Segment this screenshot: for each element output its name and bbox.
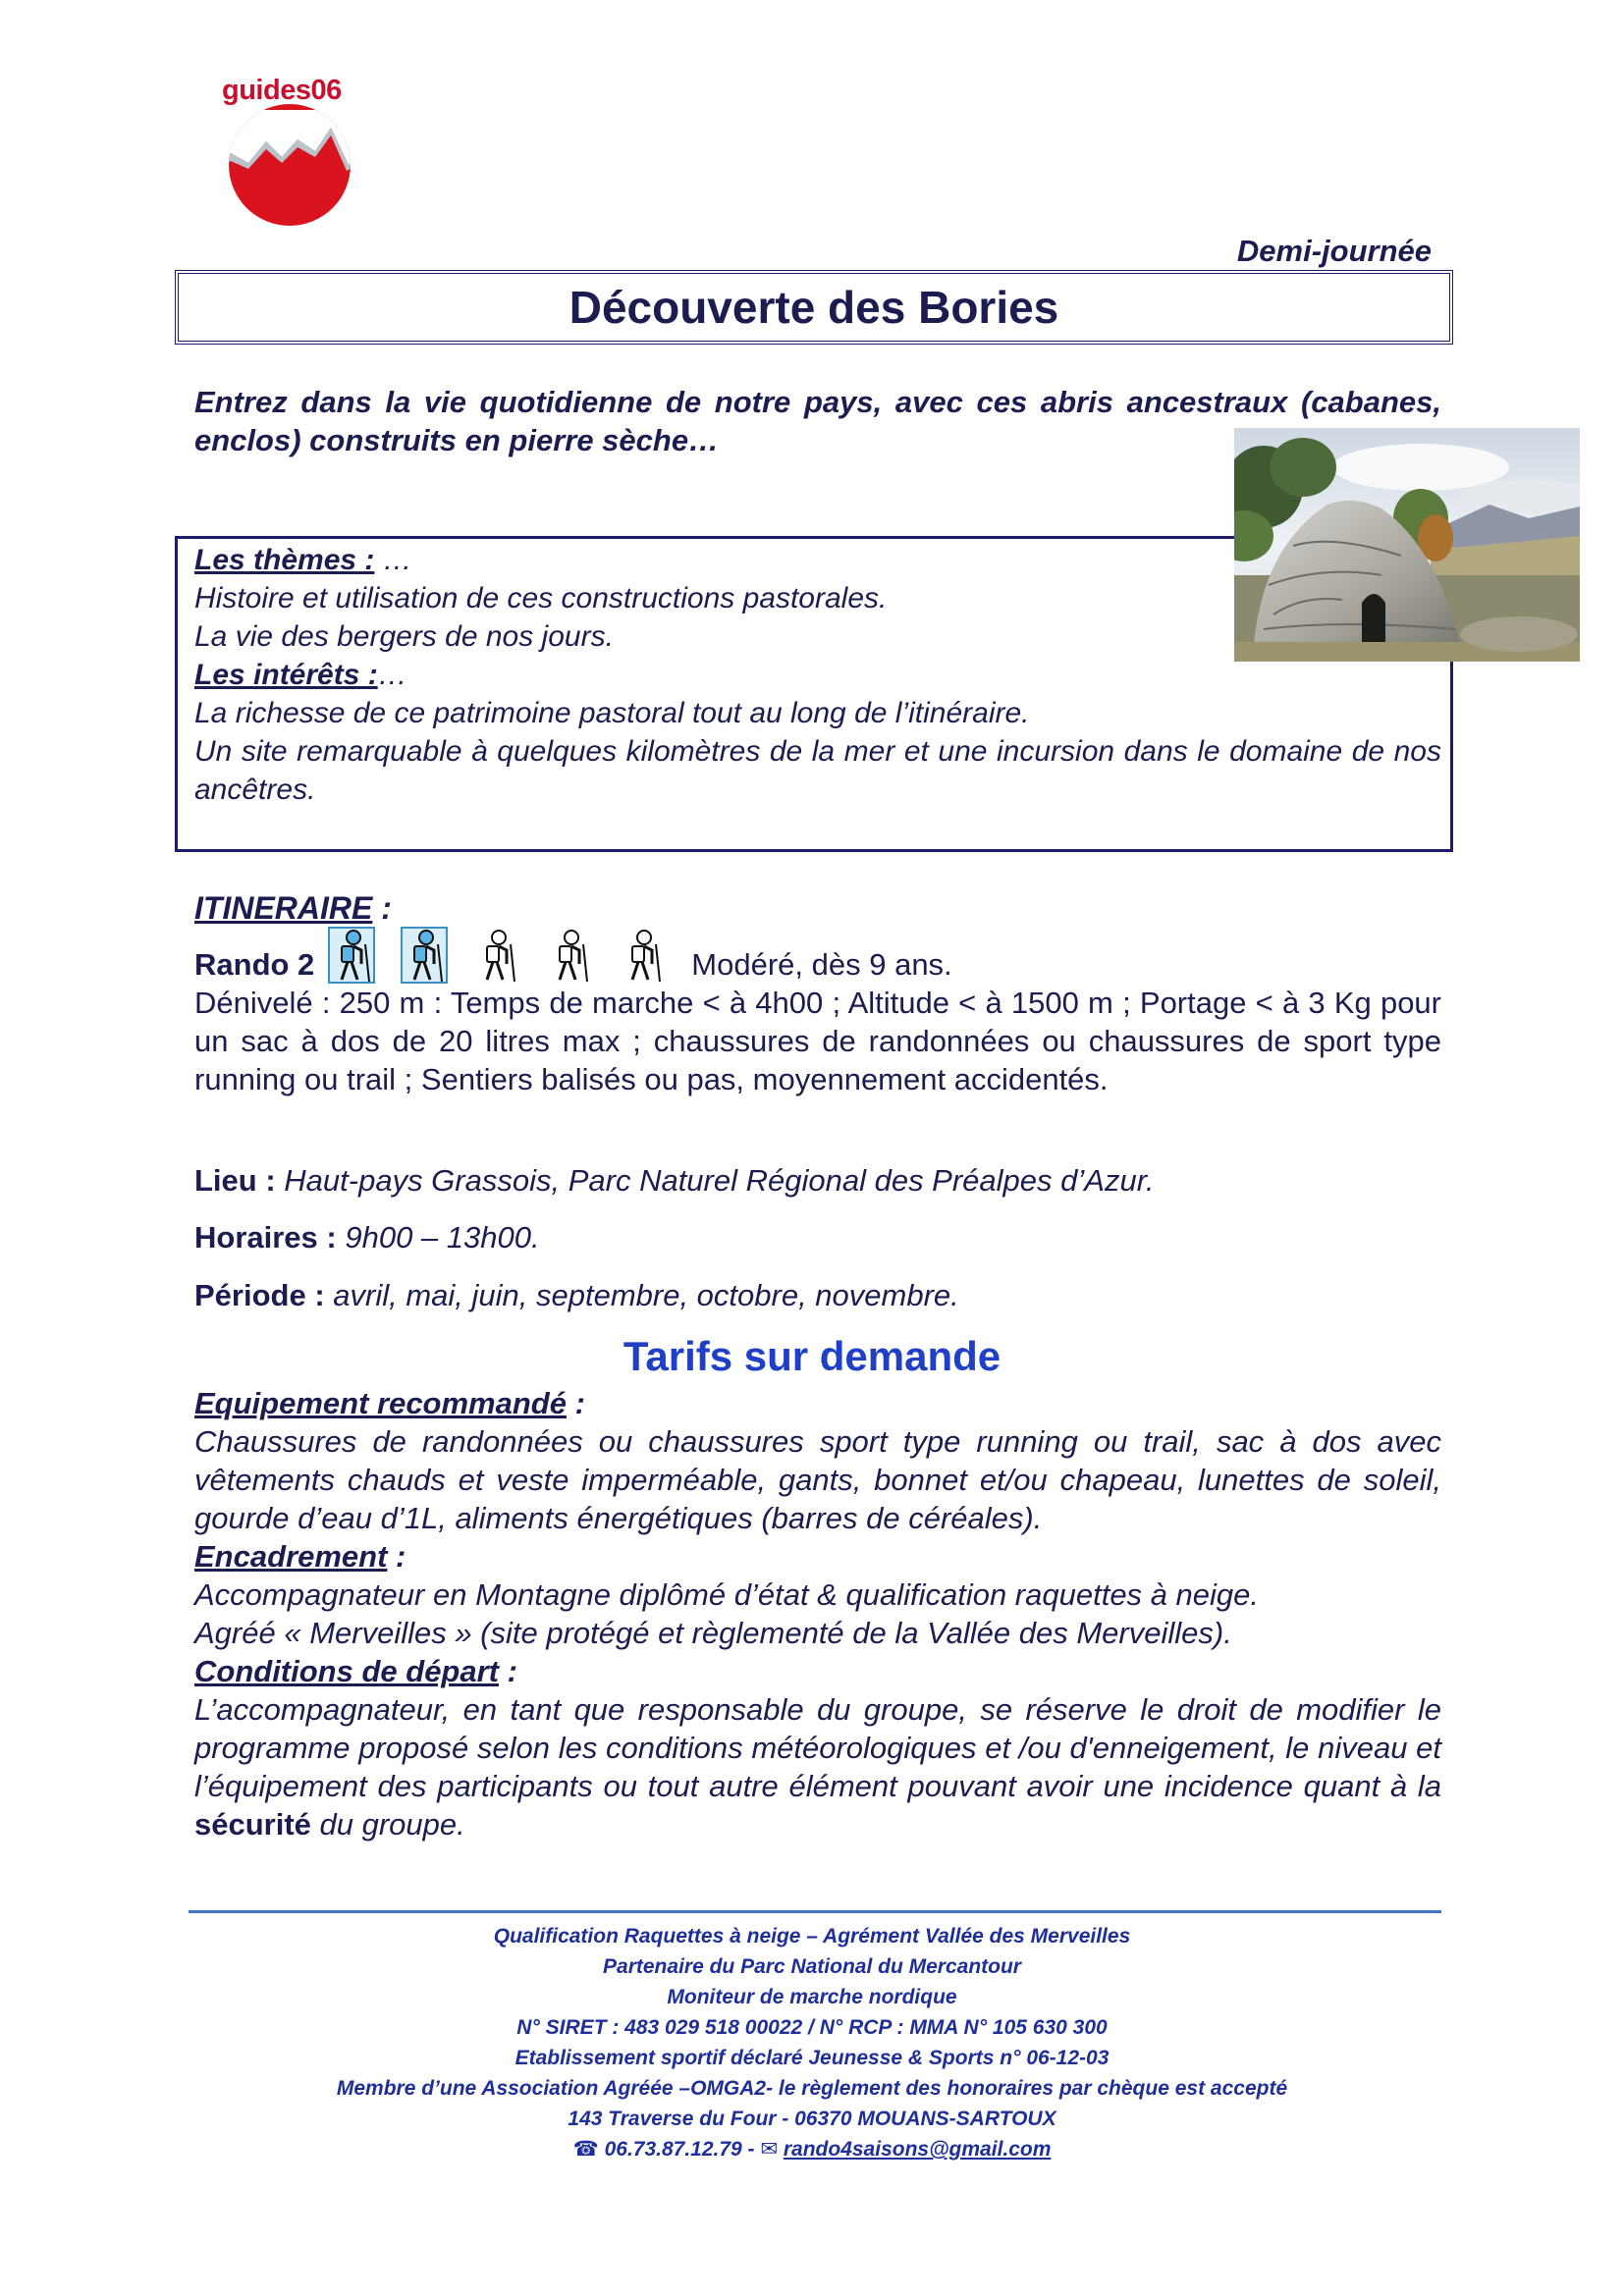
borie-photo [1234,428,1580,662]
hiker-icon [401,927,448,984]
lieu-value: Haut-pays Grassois, Parc Naturel Régional des Préalpes d’Azur. [275,1163,1155,1198]
equipment-label: Equipement recommandé [194,1386,567,1420]
footer-line: Partenaire du Parc National du Mercantour [603,1955,1021,1978]
envelope-icon: ✉ [760,2138,779,2161]
horaires-line [194,1220,540,1255]
footer-line: 143 Traverse du Four - 06370 MOUANS-SARTOUX [568,2108,1056,2130]
footer-contact [0,2134,1624,2164]
encadrement-label: Encadrement [194,1539,388,1574]
footer-line: Membre d’une Association Agréée –OMGA2- le règlement des honoraires par chèque est accepté [336,2077,1288,2100]
conditions-label: Conditions de départ [194,1654,499,1688]
itinerary-heading [194,890,392,927]
page-title: Découverte des Bories [568,282,1059,333]
interests-suffix: … [377,659,407,691]
conditions-text-start: L’accompagnateur, en tant que responsable du groupe, se réserve le droit de modifier le programme proposé selon les conditions météorologiques et /ou d'enneigement, le niveau et l’équipement des participants ou tout autre élément pouvant avoir une incidence quant à la [194,1692,1441,1803]
rando-block [194,942,1441,1098]
theme-line: Histoire et utilisation de ces constructions pastorales. [194,582,888,614]
difficulty-rating [328,927,691,984]
horaires-label: Horaires : [194,1220,337,1255]
themes-label: Les thèmes : [194,544,375,576]
intro-text: Entrez dans la vie quotidienne de notre pays, avec ces abris ancestraux (cabanes, enclos) construits en pierre sèche… [194,385,1441,457]
conditions-text-bold: sécurité [194,1807,311,1842]
interests-label: Les intérêts : [194,659,378,691]
footer-line: Qualification Raquettes à neige – Agrément Vallée des Merveilles [493,1925,1131,1948]
footer-line: Moniteur de marche nordique [667,1986,957,2008]
periode-line [194,1278,959,1313]
itinerary-heading-label: ITINERAIRE [194,890,373,926]
rando-description: Dénivelé : 250 m : Temps de marche < à 4h00 ; Altitude < à 1500 m ; Portage < à 3 Kg pour un sac à dos de 20 litres max ; chaussures de randonnées ou chaussures de sport type running ou trail ; Sentiers balisés ou pas, moyennement accidentés. [194,986,1441,1096]
footer [0,1921,1624,2164]
rando-level-line [194,942,1441,984]
rando-level-label: Rando 2 [194,947,315,982]
footer-line: Etablissement sportif déclaré Jeunesse & Sports n° 06-12-03 [514,2047,1110,2069]
duration-label: Demi-journée [1236,234,1432,268]
interest-line: Un site remarquable à quelques kilomètres de la mer et une incursion dans le domaine de nos ancêtres. [194,735,1441,806]
encadrement-line: Agréé « Merveilles » (site protégé et règlementé de la Vallée des Merveilles). [194,1616,1232,1650]
hiker-icon [473,927,520,984]
rando-level-text: Modéré, dès 9 ans. [691,947,952,982]
footer-phone: 06.73.87.12.79 - [604,2138,755,2161]
footer-line: N° SIRET : 483 029 518 00022 / N° RCP : MMA N° 105 630 300 [516,2016,1108,2039]
hiker-icon [619,927,666,984]
interest-line: La richesse de ce patrimoine pastoral tout au long de l’itinéraire. [194,697,1030,729]
encadrement-line: Accompagnateur en Montagne diplômé d’état & qualification raquettes à neige. [194,1577,1259,1612]
details-sections: Equipement recommandé : Chaussures de randonnées ou chaussures sport type running ou trail, sac à dos avec vêtements chauds et veste imperméable, gants, bonnet et/ou chapeau, lunettes de soleil, gourde d’eau d’1L, aliments énergétiques (barres de céréales). Encadrement : Accompagnateur en Montagne diplômé d’état & qualification raquettes à neige. Agréé « Merveilles » (site protégé et règlementé de la Vallée des Merveilles). Conditions de départ : L’accompagnateur, en tant que responsable du groupe, se réserve le droit de modifier le programme proposé selon les conditions météorologiques et /ou d'enneigement, le niveau et l’équipement des participants ou tout autre élément pouvant avoir une incidence quant à la sécurité du groupe. [194,1386,1441,1842]
logo-text: guides06 [222,75,342,106]
lieu-label: Lieu : [194,1163,276,1198]
periode-label: Période : [194,1278,325,1312]
periode-value: avril, mai, juin, septembre, octobre, novembre. [324,1278,959,1312]
itinerary-heading-suffix: : [372,890,392,926]
theme-line: La vie des bergers de nos jours. [194,620,614,653]
footer-divider [189,1910,1441,1913]
footer-email-link[interactable]: rando4saisons@gmail.com [783,2138,1052,2161]
tarifs-heading: Tarifs sur demande [623,1333,1001,1379]
phone-icon: ☎ [572,2138,599,2161]
themes-suffix: … [374,544,412,576]
conditions-text [194,1690,1441,1843]
horaires-value: 9h00 – 13h00. [336,1220,540,1255]
hiker-icon [546,927,593,984]
equipment-text: Chaussures de randonnées ou chaussures sport type running ou trail, sac à dos avec vêtements chauds et veste imperméable, gants, bonnet et/ou chapeau, lunettes de soleil, gourde d’eau d’1L, aliments énergétiques (barres de céréales). [194,1424,1441,1535]
conditions-text-end: du groupe. [310,1807,465,1842]
hiker-icon [328,927,375,984]
lieu-line [194,1163,1154,1199]
title-box [175,270,1453,345]
